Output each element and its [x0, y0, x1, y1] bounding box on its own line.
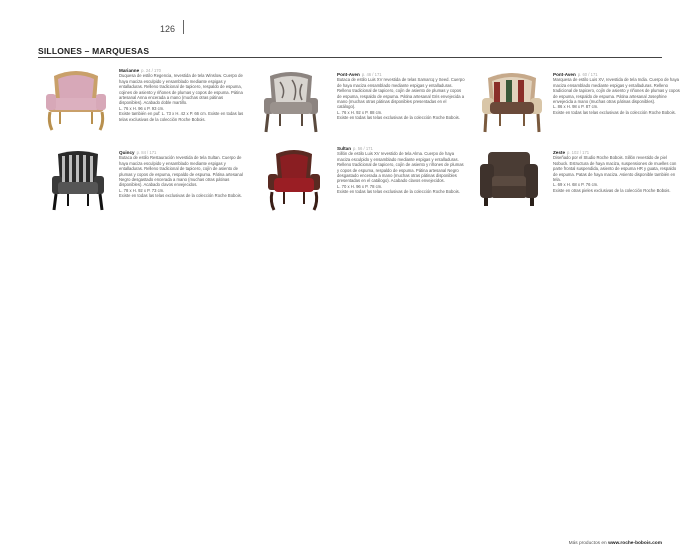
header-divider [183, 20, 184, 34]
product-marianne [119, 68, 247, 122]
product-ref: p. 84 / 171 [136, 150, 157, 155]
product-description: Butaca de estilo Restauración revestida de tela Sultan. Cuerpo de haya maciza esculpido y ensamblado mediante espigas y entalladuras. Relleno tradicional de tapicero, cojín de asiento de plumas y copos de espuma, respaldo de espuma. Pátina artesanal Negro desgastado encerada a mano (muchas otras pátinas disponibles). Acabado clavos envejecidos. [119, 155, 243, 188]
footer-prefix: Más productos en [568, 541, 607, 546]
product-pont-aven-2 [553, 72, 681, 115]
product-description: Duquesa de estilo Regencia, revestida de tela Winslow. Cuerpo de haya maciza esculpido y ensamblado mediante espigas y entalladuras. Relleno tradicional de tapicero, respaldo de espuma, cojines de asiento y riñones de plumas y copos de espuma. Pátina artesanal Anna encerada a mano (muchas otras pátinas disponibles). Acabado doble martillo. [119, 73, 243, 106]
product-note: Existe en todas las telas exclusivas de la colección Roche Bobois. [553, 109, 676, 115]
footer [569, 541, 662, 546]
product-note: Existe en otras pieles exclusivas de la colección Roche Bobois. [553, 187, 671, 193]
product-name: Sultan [337, 146, 352, 151]
product-pont-aven-1 [337, 72, 465, 121]
product-name: Zeste [553, 150, 566, 155]
page-number: 126 [160, 24, 176, 34]
footer-link[interactable]: www.roche-bobois.com [608, 541, 662, 546]
product-quincy [119, 150, 247, 199]
zeste-chair-image [478, 150, 540, 210]
pont-aven-grey-chair-image [258, 70, 324, 136]
product-description: Diseñado por el Studio Roche Bobois. Sillón revestido de piel Nobuck. Estructura de haya maciza, suspensiones de muelles con parte frontal suspendida, asiento de espuma HR y guata, respaldo de espuma. Patas de haya maciza. Asiento disponible también en tela. [553, 155, 677, 183]
product-ref: p. 24 / 170 [141, 68, 161, 73]
marianne-chair-image [40, 66, 112, 138]
product-description: Marquesa de estilo Luis XV, revestida de tela India. Cuerpo de haya maciza ensamblado mediante espigas y entalladuras. Relleno tradicional de tapicero, cojín de asiento y riñones de plumas y copos de espuma, respaldo de espuma. Pátina artesanal Josephine envejecida a mano (muchas otras pátinas disponibles). [553, 77, 680, 105]
section-rule [38, 57, 662, 58]
product-ref: p. 60 / 171 [577, 72, 598, 77]
product-ref: p. 56 / 171 [353, 146, 373, 151]
product-description: Sillón de estilo Luis XV revestido de tela Alma. Cuerpo de haya maciza esculpido y ensamblado mediante espigas y entalladuras. Relleno tradicional de tapicero, cojín de asiento y riñones de plumas y copos de espuma, respaldo de espuma. Pátina artesanal Negro desgastado encerada a mano (muchas otras pátinas disponibles presentadas en el catálogo). Acabado clavos envejecidos. [337, 151, 464, 184]
sultan-chair-image [264, 148, 324, 214]
quincy-chair-image [48, 150, 108, 214]
product-name: Marianne [119, 68, 140, 73]
product-dimensions: L. 69 x H. 68 x P. 76 cm. [553, 182, 599, 188]
product-dimensions: L. 78 x H. 92 x P. 73 cm. [119, 187, 165, 193]
product-note: Existe en todas las telas exclusivas de la colección Roche Bobois. [337, 189, 460, 195]
product-ref: p. 46 / 171 [361, 72, 382, 77]
product-name: Pont-Aven [553, 72, 576, 77]
product-name: Pont-Aven [337, 72, 360, 77]
product-dimensions: L. 76 x H. 96 x P. 93 cm. [119, 105, 165, 111]
product-dimensions: L. 70 x H. 96 x P. 78 cm. [337, 183, 383, 189]
product-zeste [553, 150, 681, 193]
pont-aven-striped-chair-image [478, 70, 546, 136]
product-name: Quincy [119, 150, 135, 155]
product-note: Existe en todas las telas exclusivas de la colección Roche Bobois. [119, 193, 242, 199]
section-title: SILLONES – MARQUESAS [38, 46, 150, 56]
product-note: Existe también en puf: L. 73 x H. 42 x P. 66 cm. Existe en todas las telas exclusivas de la colección Roche Bobois. [119, 111, 244, 122]
product-description: Butaca de estilo Luis XV revestida de telas Samarcq y Seed. Cuerpo de haya maciza ensamblado mediante espigas y entalladuras. Relleno tradicional de tapicero, cojín de asiento de plumas y copos de espuma, respaldo de espuma. Pátina artesanal Gris envejecida a mano (muchas otras pátinas disponibles presentadas en el catálogo). [337, 77, 465, 110]
product-dimensions: L. 76 x H. 92 x P. 88 cm. [337, 109, 383, 115]
product-sultan [337, 146, 465, 195]
product-dimensions: L. 86 x H. 98 x P. 87 cm. [553, 104, 599, 110]
product-note: Existe en todas las telas exclusivas de la colección Roche Bobois. [337, 115, 460, 121]
product-ref: p. 102 / 171 [567, 150, 590, 155]
